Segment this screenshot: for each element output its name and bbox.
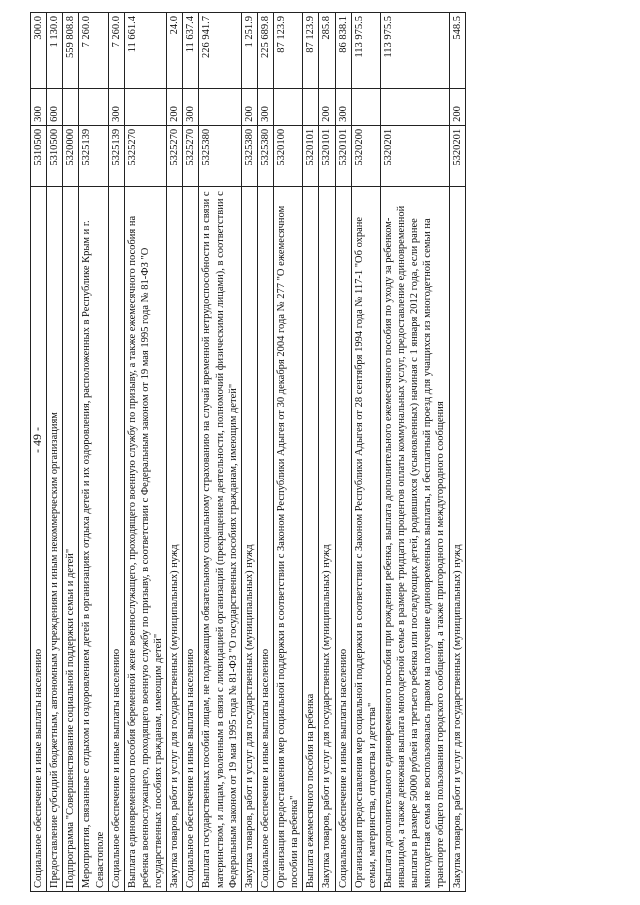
table-row: [47, 13, 63, 892]
row-sum-cell: 300.0: [31, 13, 47, 89]
budget-table: [30, 12, 466, 892]
row-name-cell: Социальное обеспечение и иные выплаты населению: [108, 186, 124, 891]
table-row: [183, 13, 199, 892]
page-number: - 49 -: [30, 427, 44, 453]
row-type-cell: 600: [47, 88, 63, 125]
table-row: [319, 13, 335, 892]
table-row: [79, 13, 108, 892]
row-name-cell: Подпрограмма "Совершенствование социальной поддержки семьи и детей": [63, 186, 79, 891]
table-row: [335, 13, 351, 892]
row-code-cell: 5310500: [47, 125, 63, 186]
row-code-cell: 5320101: [303, 125, 319, 186]
row-name-cell: Закупка товаров, работ и услуг для государственных (муниципальных) нужд: [449, 186, 465, 891]
row-sum-cell: 86 838.1: [335, 13, 351, 89]
row-code-cell: 5320100: [274, 125, 303, 186]
table-row: [257, 13, 273, 892]
row-type-cell: 300: [183, 88, 199, 125]
row-type-cell: 200: [319, 88, 335, 125]
row-code-cell: 5325139: [108, 125, 124, 186]
row-type-cell: [274, 88, 303, 125]
row-sum-cell: 113 975.5: [351, 13, 380, 89]
row-name-cell: Социальное обеспечение и иные выплаты населению: [257, 186, 273, 891]
row-code-cell: 5320000: [63, 125, 79, 186]
row-name-cell: Выплата ежемесячного пособия на ребенка: [303, 186, 319, 891]
row-sum-cell: 24.0: [167, 13, 183, 89]
row-sum-cell: 225 689.8: [257, 13, 273, 89]
row-code-cell: 5325270: [124, 125, 166, 186]
row-name-cell: Выплата государственных пособий лицам, не подлежащим обязательному социальному страхованию на случай временной нетрудоспособности и в связи с материнством, и лицам, уволенным в связи с ликвидацией организаций (прекращением деятельности, полномочий физическими лицами), в соответствии с Федеральным законом от 19 мая 1995 года № 81-ФЗ "О государственных пособиях гражданам, имеющим детей": [199, 186, 241, 891]
row-name-cell: Организация предоставления мер социальной поддержки в соответствии с Законом Республики Адыгея от 28 сентября 1994 года № 117-1 "Об охране семьи, материнства, отцовства и детства": [351, 186, 380, 891]
row-type-cell: 300: [335, 88, 351, 125]
row-name-cell: Закупка товаров, работ и услуг для государственных (муниципальных) нужд: [167, 186, 183, 891]
row-code-cell: 5320101: [319, 125, 335, 186]
table-row: [449, 13, 465, 892]
row-type-cell: [63, 88, 79, 125]
table-row: [31, 13, 47, 892]
row-sum-cell: 11 637.4: [183, 13, 199, 89]
row-code-cell: 5325380: [257, 125, 273, 186]
row-name-cell: Социальное обеспечение и иные выплаты населению: [335, 186, 351, 891]
row-type-cell: [380, 88, 449, 125]
table-row: [303, 13, 319, 892]
row-code-cell: 5320101: [335, 125, 351, 186]
table-row: [274, 13, 303, 892]
table-row: [167, 13, 183, 892]
row-type-cell: 200: [167, 88, 183, 125]
table-row: [241, 13, 257, 892]
row-name-cell: Выплата единовременного пособия беременной жене военнослужащего, проходящего военную службу по призыву, а также ежемесячного пособия на ребенка военнослужащего, проходящего военную службу по призыву, в соответствии с Федеральным законом от 19 мая 1995 года № 81-ФЗ "О государственных пособиях гражданам, имеющим детей": [124, 186, 166, 891]
row-name-cell: Организация предоставления мер социальной поддержки в соответствии с Законом Республики Адыгея от 30 декабря 2004 года № 277 "О ежемесячном пособии на ребенка": [274, 186, 303, 891]
row-sum-cell: 87 123.9: [274, 13, 303, 89]
row-sum-cell: 1 130.0: [47, 13, 63, 89]
row-name-cell: Социальное обеспечение и иные выплаты населению: [31, 186, 47, 891]
row-sum-cell: 113 975.5: [380, 13, 449, 89]
row-name-cell: Предоставление субсидий бюджетным, автономным учреждениям и иным некоммерческим организациям: [47, 186, 63, 891]
row-sum-cell: 1 251.9: [241, 13, 257, 89]
row-name-cell: Социальное обеспечение и иные выплаты населению: [183, 186, 199, 891]
budget-table-body: [31, 13, 466, 892]
row-code-cell: 5310500: [31, 125, 47, 186]
row-code-cell: 5325270: [183, 125, 199, 186]
row-type-cell: 300: [257, 88, 273, 125]
row-sum-cell: 87 123.9: [303, 13, 319, 89]
row-type-cell: [79, 88, 108, 125]
row-name-cell: Закупка товаров, работ и услуг для государственных (муниципальных) нужд: [241, 186, 257, 891]
row-sum-cell: 7 260.0: [108, 13, 124, 89]
row-code-cell: 5320201: [449, 125, 465, 186]
row-type-cell: 300: [31, 88, 47, 125]
row-type-cell: 200: [449, 88, 465, 125]
row-type-cell: [303, 88, 319, 125]
row-type-cell: [124, 88, 166, 125]
table-row: [199, 13, 241, 892]
row-code-cell: 5320200: [351, 125, 380, 186]
row-type-cell: 200: [241, 88, 257, 125]
row-code-cell: 5325380: [199, 125, 241, 186]
row-sum-cell: 559 808.8: [63, 13, 79, 89]
row-sum-cell: 226 941.7: [199, 13, 241, 89]
table-row: [351, 13, 380, 892]
row-code-cell: 5325270: [167, 125, 183, 186]
table-row: [108, 13, 124, 892]
budget-table-container: [30, 12, 610, 892]
row-name-cell: Закупка товаров, работ и услуг для государственных (муниципальных) нужд: [319, 186, 335, 891]
table-row: [124, 13, 166, 892]
row-sum-cell: 11 661.4: [124, 13, 166, 89]
row-type-cell: [199, 88, 241, 125]
row-code-cell: 5325380: [241, 125, 257, 186]
table-row: [63, 13, 79, 892]
row-sum-cell: 285.8: [319, 13, 335, 89]
row-sum-cell: 7 260.0: [79, 13, 108, 89]
table-row: [380, 13, 449, 892]
row-code-cell: 5320201: [380, 125, 449, 186]
row-sum-cell: 548.5: [449, 13, 465, 89]
row-type-cell: 300: [108, 88, 124, 125]
row-type-cell: [351, 88, 380, 125]
row-name-cell: Мероприятия, связанные с отдыхом и оздоровлением детей в организациях отдыха детей и их оздоровления, расположенных в Республике Крым и г. Севастополе: [79, 186, 108, 891]
row-code-cell: 5325139: [79, 125, 108, 186]
row-name-cell: Выплата дополнительного единовременного пособия при рождении ребенка, выплата дополнительного ежемесячного пособия по уходу за ребенком-инвалидом, а также денежная выплата многодетной семье в размере тридцати процентов оплаты коммунальных услуг, предоставление единовременной выплаты в размере 50000 рублей на третьего ребенка или последующих детей, родившихся (усыновленных) начиная с 1 января 2012 года, если ранее многодетная семья не воспользовалась правом на получение единовременных выплаты, и бесплатный проезд для учащихся из многодетной семьи на транспорте общего пользования городского сообщения, а также пригородного и междугородного сообщения: [380, 186, 449, 891]
